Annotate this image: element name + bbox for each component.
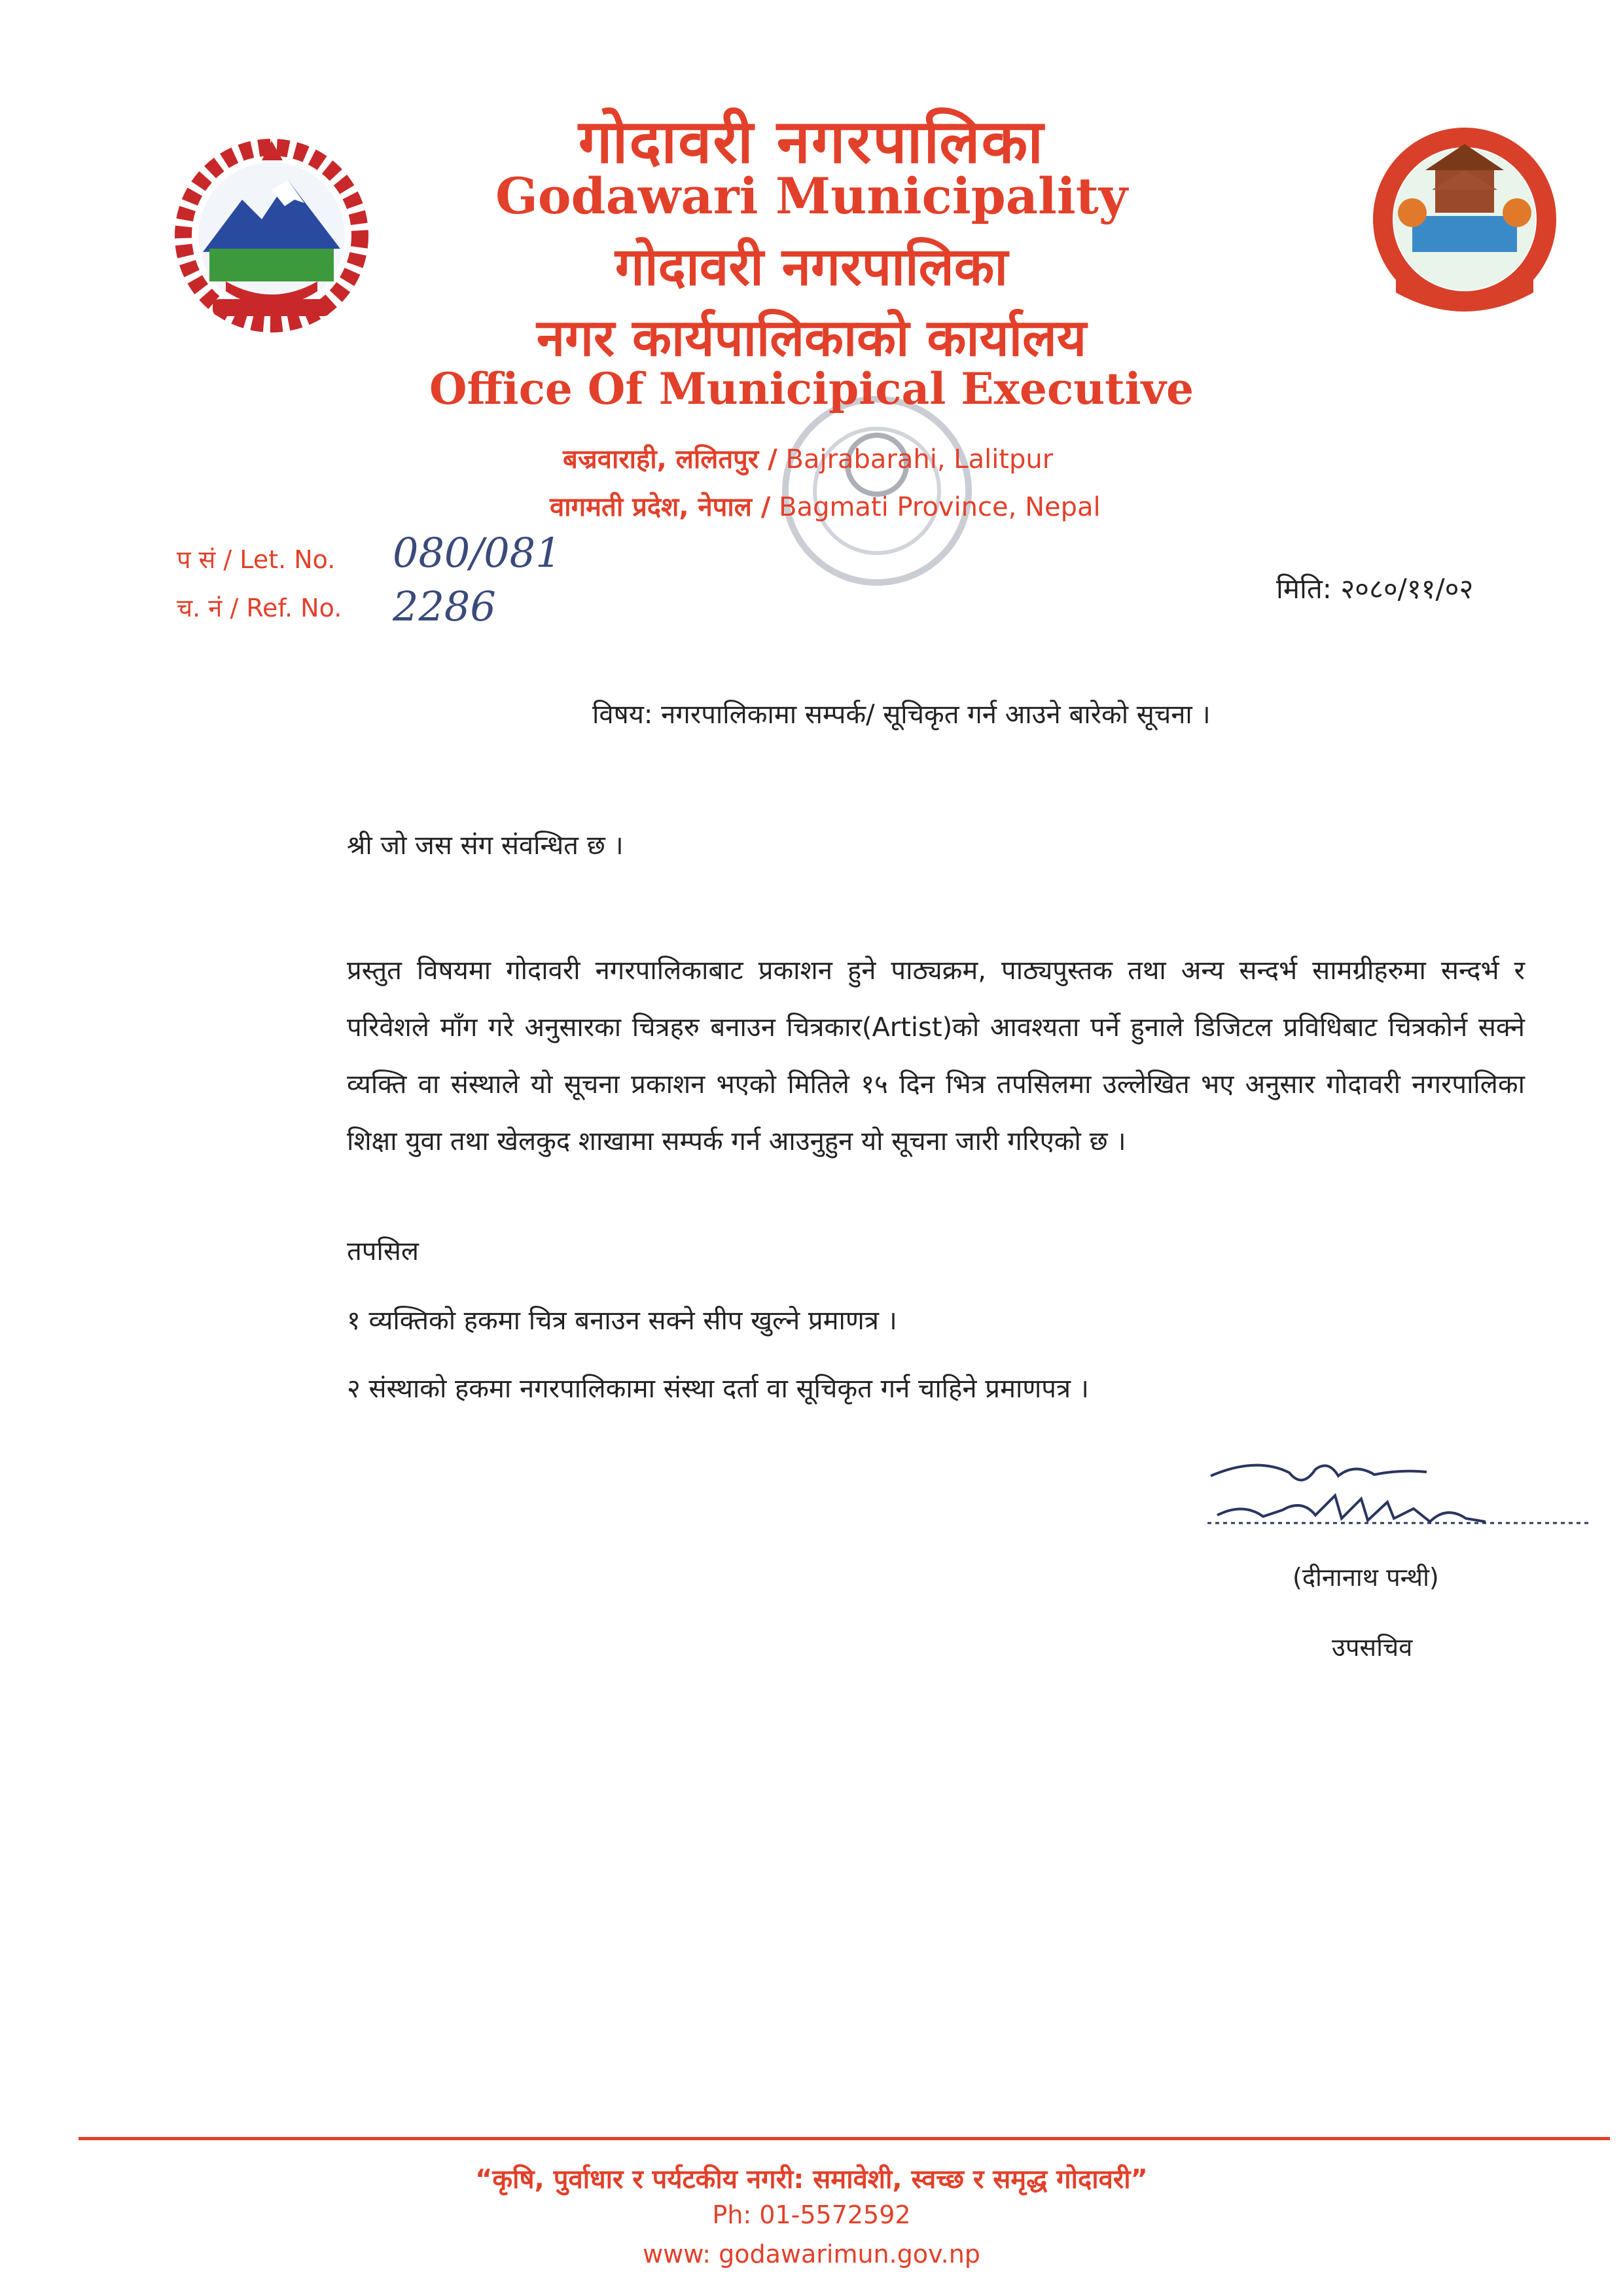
office-name-english: Office Of Municipical Executive <box>429 363 1194 414</box>
details-heading: तपसिल <box>347 1236 419 1266</box>
address-line-2 <box>550 488 1101 524</box>
letter-number-value: 080/081 <box>393 529 562 577</box>
municipality-name-english: Godawari Municipality <box>495 167 1128 225</box>
municipality-name-newari: गोदावरी नगरपालिका <box>615 236 1008 297</box>
address-line-1-nepali: बज्रवाराही, ललितपुर / <box>563 444 777 475</box>
signatory-name: (दीनानाथ पन्थी) <box>1293 1563 1439 1592</box>
details-item-individual: १ व्यक्तिको हकमा चित्र बनाउन सक्ने सीप खुल्ने प्रमाणत्र । <box>347 1306 897 1336</box>
footer-phone: Ph: 01-5572592 <box>712 2200 911 2229</box>
details-item-organization: २ संस्थाको हकमा नगरपालिकामा संस्था दर्ता वा सूचिकृत गर्न चाहिने प्रमाणपत्र । <box>347 1374 1089 1404</box>
reference-number-label: च. नं / Ref. No. <box>177 594 342 622</box>
address-line-1-english: Bajrabarahi, Lalitpur <box>785 444 1054 475</box>
letter-subject: विषय: नगरपालिकामा सम्पर्क/ सूचिकृत गर्न आउने बारेको सूचना । <box>592 700 1211 730</box>
address-line-2-nepali: वागमती प्रदेश, नेपाल / <box>550 492 771 522</box>
letter-number-label: प सं / Let. No. <box>177 545 336 574</box>
footer-motto: “कृषि, पुर्वाधार र पर्यटकीय नगरी: समावेशी, स्वच्छ र समृद्ध गोदावरी” <box>475 2164 1148 2195</box>
letter-greeting: श्री जो जस संग संवन्धित छ । <box>347 831 624 861</box>
municipality-name-nepali: गोदावरी नगरपालिका <box>578 107 1045 177</box>
reference-number-value: 2286 <box>393 583 496 630</box>
address-line-1 <box>563 440 1053 476</box>
office-name-nepali: नगर कार्यपालिकाको कार्यालय <box>536 309 1087 368</box>
signature-icon <box>1204 1450 1597 1554</box>
footer-website: www: godawarimun.gov.np <box>643 2240 980 2269</box>
address-line-2-english: Bagmati Province, Nepal <box>779 492 1101 522</box>
footer-divider <box>79 2137 1610 2140</box>
signatory-designation: उपसचिव <box>1332 1633 1413 1662</box>
letter-date: मिति: २०८०/११/०२ <box>1276 573 1474 605</box>
letter-body: प्रस्तुत विषयमा गोदावरी नगरपालिकाबाट प्रकाशन हुने पाठ्यक्रम, पाठ्यपुस्तक तथा अन्य सन्दर्भ सामग्रीहरुमा सन्दर्भ र परिवेशले माँग गरे अनुसारका चित्रहरु बनाउन चित्रकार(Artist)को आवश्यता पर्ने हुनाले डिजिटल प्रविधिबाट चित्रकोर्न सक्ने व्यक्ति वा संस्थाले यो सूचना प्रकाशन भएको मितिले १५ दिन भित्र तपसिलमा उल्लेखित भए अनुसार गोदावरी नगरपालिका शिक्षा युवा तथा खेलकुद शाखामा सम्पर्क गर्न आउनुहुन यो सूचना जारी गरिएको छ । <box>347 956 1525 1157</box>
